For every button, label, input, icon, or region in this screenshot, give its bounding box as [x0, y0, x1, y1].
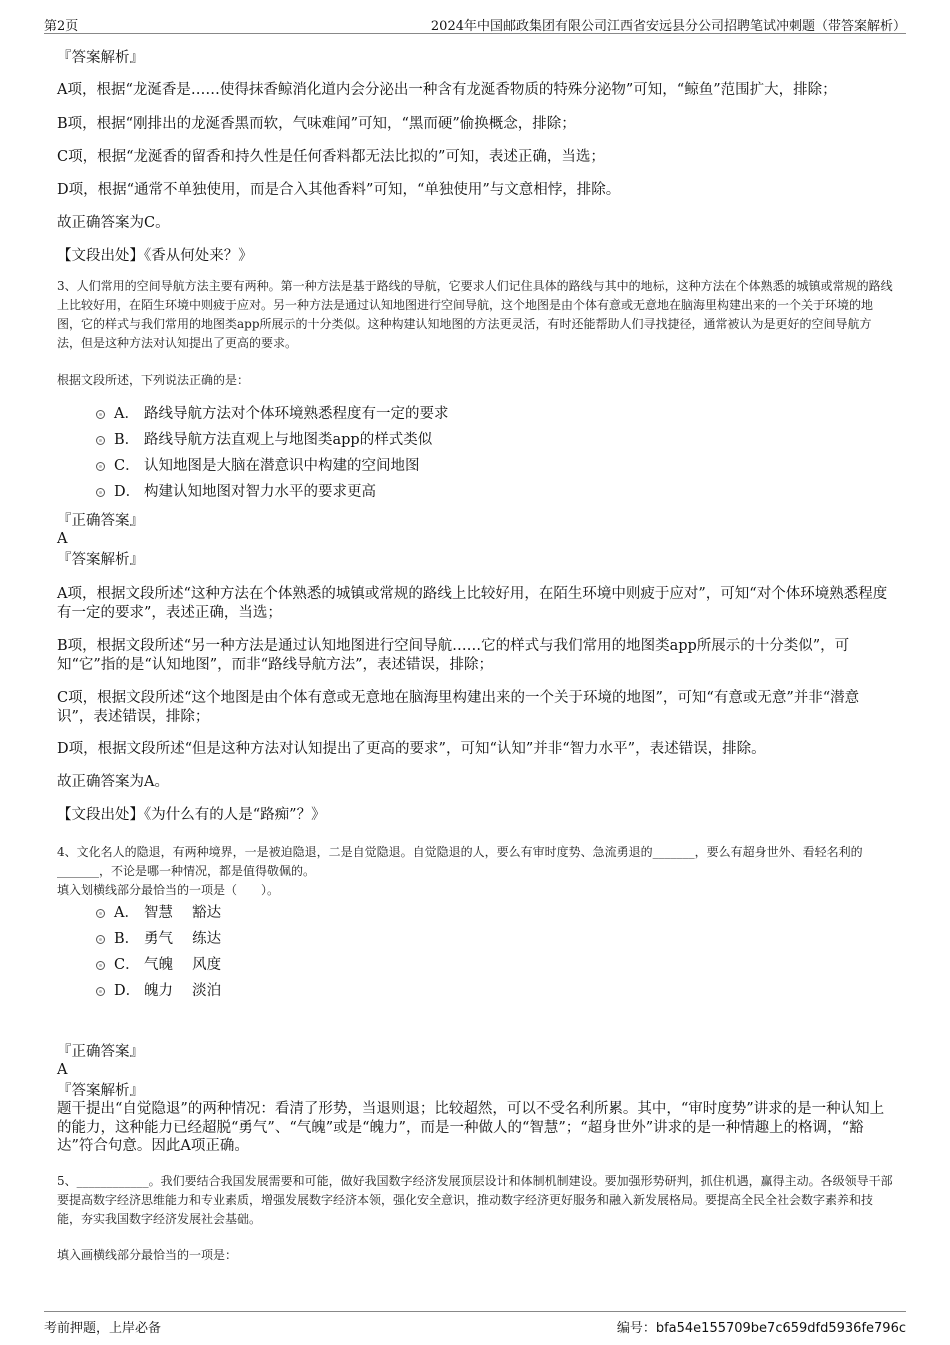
- q4-question-text: 4、文化名人的隐退，有两种境界，一是被迫隐退，二是自觉隐退。自觉隐退的人，要么有审时度势、急流勇退的_______，要么有超身世外、看轻名利的_______，不论是哪一种情况，都是值得敬佩的。: [57, 845, 863, 878]
- q4-answer-label: 『正确答案』: [57, 1044, 144, 1060]
- radio-icon[interactable]: [96, 909, 105, 918]
- q2-source: 【文段出处】《香从何处来？》: [57, 248, 253, 264]
- q4-answer: A: [57, 1062, 68, 1078]
- document-title: 2024年中国邮政集团有限公司江西省安远县分公司招聘笔试冲刺题（带答案解析）: [430, 19, 906, 34]
- radio-icon[interactable]: [96, 410, 105, 419]
- q3-prompt: 根据文段所述，下列说法正确的是：: [57, 373, 250, 387]
- footer-slogan: 考前押题，上岸必备: [44, 1321, 162, 1336]
- q3-analysis-label: 『答案解析』: [57, 552, 144, 568]
- q3-question-text: 3、人们常用的空间导航方法主要有两种。第一种方法是基于路线的导航，它要求人们记住具体的路线与其中的地标，这种方法在个体熟悉的城镇或常规的路线上比较好用，在陌生环境中则疲于应对。另一种方法是通过认知地图进行空间导航，这个地图是由个体有意或无意地在脑海里构建出来的一个关于环境的地图，它的样式与我们常用的地图类app所展示的十分类似。这种构建认知地图的方法更灵活，有时还能帮助人们寻找捷径，通常被认为是更好的空间导航方法，但是这种方法对认知提出了更高的要求。: [57, 279, 893, 350]
- page-number: 第2页: [44, 19, 79, 34]
- q4-analysis: 题干提出“自觉隐退”的两种情况：看清了形势，当退则退；比较超然，可以不受名利所累。其中，“审时度势”讲求的是一种认知上的能力，这种能力已经超脱“勇气”、“气魄”或是“魄力”，而是一种做人的“智慧”；“超身世外”讲求的是一种情趣上的格调，“豁达”符合句意。因此A项正确。: [57, 1101, 885, 1154]
- q4-analysis-label: 『答案解析』: [57, 1083, 144, 1099]
- q4-option-b[interactable]: B． 勇气 练达: [96, 930, 221, 948]
- q3-analysis-c: C项，根据文段所述“这个地图是由个体有意或无意地在脑海里构建出来的一个关于环境的地图”，可知“有意或无意”并非“潜意识”，表述错误，排除；: [57, 690, 860, 725]
- q3-option-b[interactable]: B． 路线导航方法直观上与地图类app的样式类似: [96, 431, 432, 449]
- q2-analysis-d: D项，根据“通常不单独使用，而是合入其他香料”可知，“单独使用”与文意相悖，排除。: [57, 182, 621, 198]
- q3-conclusion: 故正确答案为A。: [57, 774, 169, 790]
- q3-analysis-a: A项，根据文段所述“这种方法在个体熟悉的城镇或常规的路线上比较好用，在陌生环境中则疲于应对”，可知“对个体环境熟悉程度有一定的要求”，表述正确，当选；: [57, 586, 888, 621]
- q2-analysis-a: A项，根据“龙涎香是……使得抹香鲸消化道内会分泌出一种含有龙涎香物质的特殊分泌物”可知，“鲸鱼”范围扩大，排除；: [57, 82, 837, 98]
- page-footer: [44, 1311, 906, 1337]
- q3-option-a[interactable]: A． 路线导航方法对个体环境熟悉程度有一定的要求: [96, 405, 449, 423]
- q5-question-text: 5、____________。我们要结合我国发展需要和可能，做好我国数字经济发展顶层设计和体制机制建设。要加强形势研判，抓住机遇，赢得主动。各级领导干部要提高数字经济思维能力和专业素质，增强发展数字经济本领，强化安全意识，推动数字经济更好服务和融入新发展格局。要提高全民全社会数字素养和技能，夯实我国数字经济发展社会基础。: [57, 1174, 893, 1226]
- footer-code: 编号：bfa54e155709be7c659dfd5936fe796c: [616, 1321, 906, 1336]
- q3-source: 【文段出处】《为什么有的人是“路痴”？》: [57, 807, 326, 823]
- q3-analysis-d: D项，根据文段所述“但是这种方法对认知提出了更高的要求”，可知“认知”并非“智力水平”，表述错误，排除。: [57, 741, 766, 757]
- q3-option-d[interactable]: D． 构建认知地图对智力水平的要求更高: [96, 483, 376, 501]
- q2-analysis-b: B项，根据“刚排出的龙涎香黑而软，气味难闻”可知，“黑而硬”偷换概念，排除；: [57, 116, 576, 132]
- radio-icon[interactable]: [96, 462, 105, 471]
- q5-prompt: 填入画横线部分最恰当的一项是：: [57, 1248, 238, 1262]
- q2-analysis-label: 『答案解析』: [57, 50, 144, 66]
- q2-analysis-c: C项，根据“龙涎香的留香和持久性是任何香料都无法比拟的”可知，表述正确，当选；: [57, 149, 605, 165]
- q3-answer: A: [57, 531, 68, 547]
- q2-conclusion: 故正确答案为C。: [57, 215, 170, 231]
- radio-icon[interactable]: [96, 987, 105, 996]
- page-header: [44, 14, 906, 34]
- q3-answer-label: 『正确答案』: [57, 513, 144, 529]
- q4-option-a[interactable]: A． 智慧 豁达: [96, 904, 221, 922]
- q3-analysis-b: B项，根据文段所述“另一种方法是通过认知地图进行空间导航……它的样式与我们常用的地图类app所展示的十分类似”，可知“它”指的是“认知地图”，而非“路线导航方法”，表述错误，排除；: [57, 638, 850, 673]
- radio-icon[interactable]: [96, 935, 105, 944]
- radio-icon[interactable]: [96, 436, 105, 445]
- q3-option-c[interactable]: C． 认知地图是大脑在潜意识中构建的空间地图: [96, 457, 420, 475]
- q4-option-d[interactable]: D． 魄力 淡泊: [96, 982, 221, 1000]
- q4-option-c[interactable]: C． 气魄 风度: [96, 956, 221, 974]
- radio-icon[interactable]: [96, 488, 105, 497]
- q4-prompt: 填入划横线部分最恰当的一项是（ ）。: [57, 883, 280, 897]
- radio-icon[interactable]: [96, 961, 105, 970]
